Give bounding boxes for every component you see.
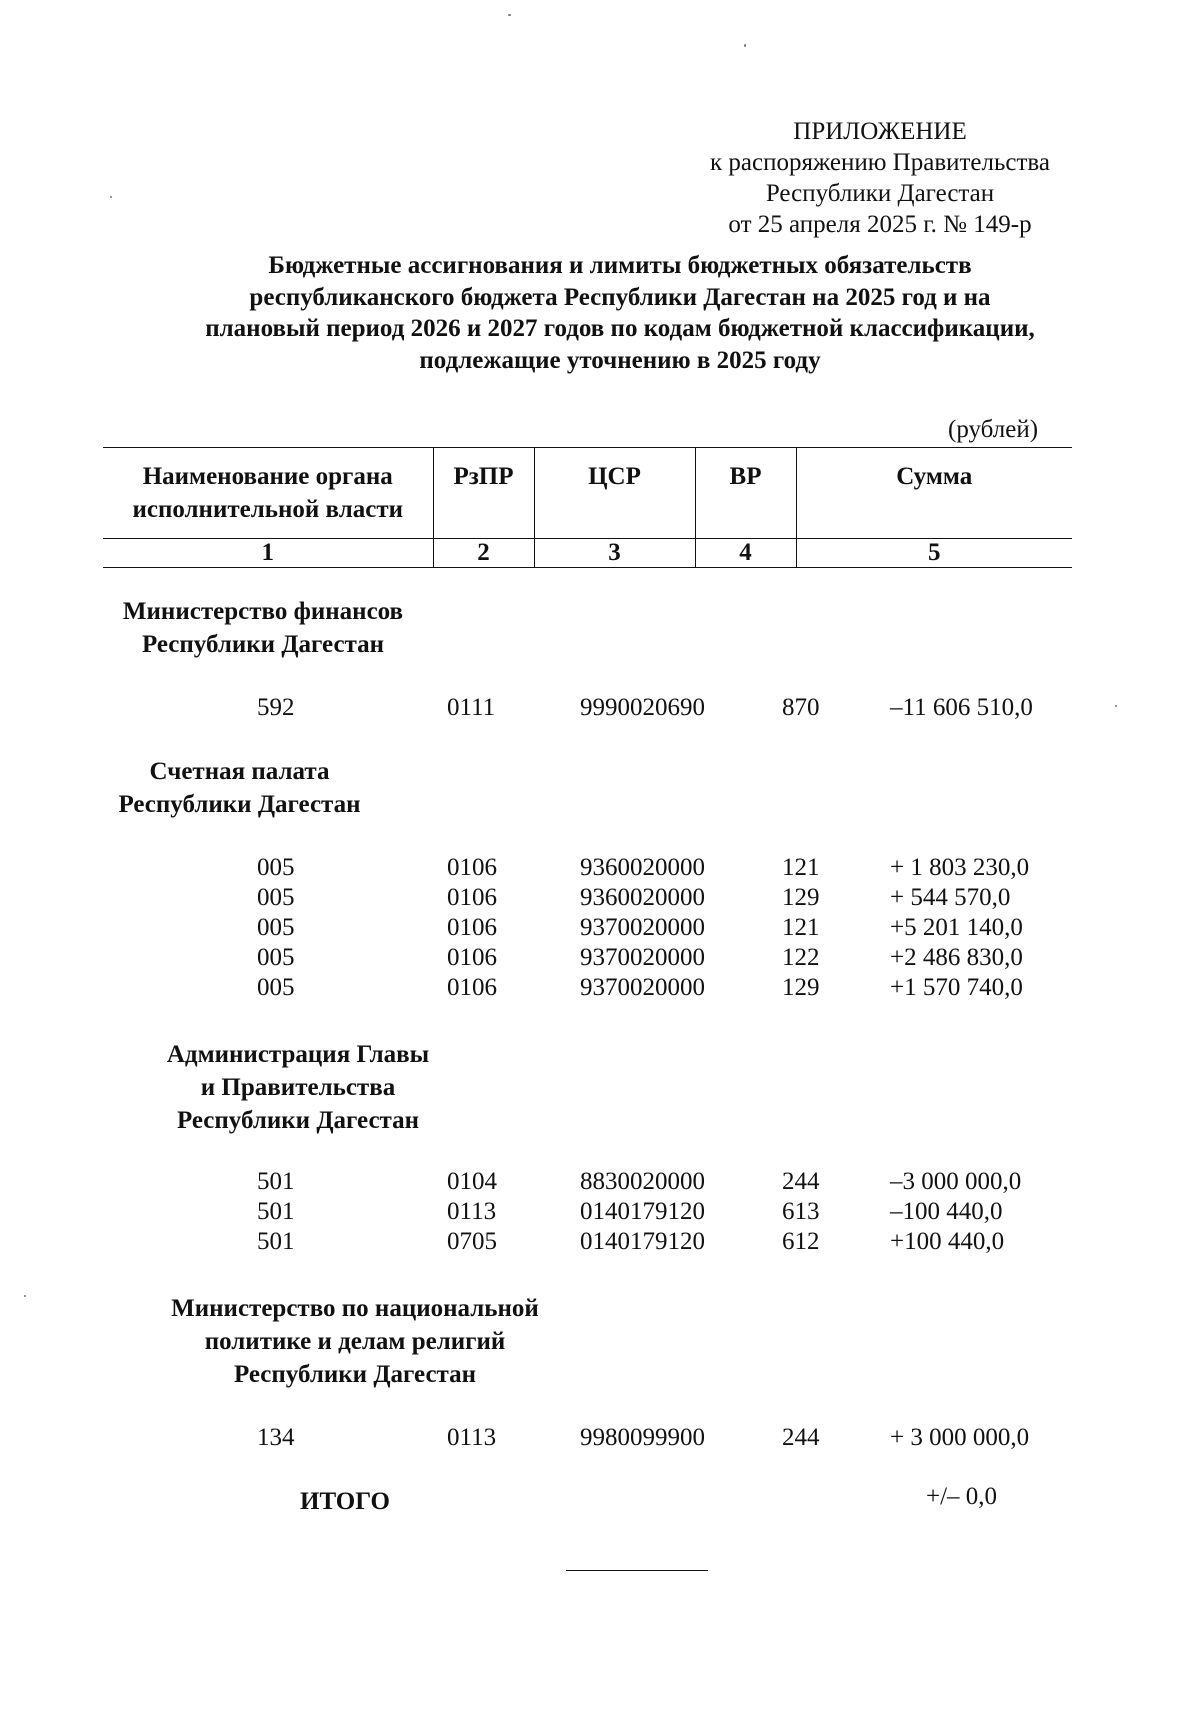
cell-rzpr: 0106 bbox=[447, 944, 497, 971]
cell-org-code: 005 bbox=[257, 914, 295, 941]
units-label: (рублей) bbox=[948, 416, 1039, 443]
table-row bbox=[0, 944, 1200, 974]
table-header bbox=[103, 447, 1072, 568]
header-col-name-line: Наименование органа bbox=[142, 463, 393, 490]
section-org-name bbox=[103, 595, 423, 661]
scan-speck bbox=[744, 44, 746, 47]
cell-rzpr: 0106 bbox=[447, 884, 497, 911]
table-row bbox=[0, 1424, 1200, 1454]
title-line: Бюджетные ассигнования и лимиты бюджетных обязательств bbox=[268, 252, 972, 279]
appendix-date: от 25 апреля 2025 г. № 149-р bbox=[728, 211, 1032, 238]
cell-csr: 9360020000 bbox=[580, 884, 705, 911]
cell-rzpr: 0106 bbox=[447, 914, 497, 941]
table-row bbox=[0, 1228, 1200, 1258]
org-name-line: Республики Дагестан bbox=[118, 791, 361, 818]
table-row bbox=[0, 914, 1200, 944]
appendix-block bbox=[600, 116, 1160, 240]
cell-sum: +100 440,0 bbox=[890, 1228, 1005, 1255]
cell-vr: 122 bbox=[782, 944, 820, 971]
org-name-line: Республики Дагестан bbox=[141, 631, 385, 658]
cell-rzpr: 0104 bbox=[447, 1168, 497, 1195]
org-name-line: политике и делам религий bbox=[204, 1328, 506, 1355]
cell-rzpr: 0113 bbox=[447, 1198, 497, 1225]
table-row bbox=[0, 694, 1200, 724]
cell-csr: 9370020000 bbox=[580, 914, 705, 941]
cell-csr: 9360020000 bbox=[580, 854, 705, 881]
column-number: 4 bbox=[695, 539, 796, 568]
table-row bbox=[0, 884, 1200, 914]
header-number-row bbox=[103, 539, 1072, 568]
scan-speck bbox=[1115, 705, 1117, 707]
cell-sum: +5 201 140,0 bbox=[890, 914, 1023, 941]
cell-vr: 129 bbox=[782, 974, 820, 1001]
cell-sum: –11 606 510,0 bbox=[890, 694, 1033, 721]
cell-org-code: 134 bbox=[257, 1424, 295, 1451]
cell-sum: –100 440,0 bbox=[890, 1198, 1003, 1225]
cell-rzpr: 0106 bbox=[447, 974, 497, 1001]
header-col-name bbox=[103, 448, 433, 539]
org-name-line: Счетная палата bbox=[149, 758, 330, 785]
total-value: +/– 0,0 bbox=[926, 1483, 998, 1510]
cell-org-code: 005 bbox=[257, 974, 295, 1001]
scan-speck bbox=[110, 196, 112, 198]
org-name-line: Республики Дагестан bbox=[233, 1361, 477, 1388]
cell-sum: + 1 803 230,0 bbox=[890, 854, 1030, 881]
column-number: 1 bbox=[103, 539, 433, 568]
column-number: 2 bbox=[433, 539, 534, 568]
cell-org-code: 005 bbox=[257, 854, 295, 881]
title-line: подлежащие уточнению в 2025 году bbox=[419, 346, 821, 374]
cell-sum: +2 486 830,0 bbox=[890, 944, 1023, 971]
document-title bbox=[120, 250, 1120, 376]
cell-org-code: 592 bbox=[257, 694, 295, 721]
org-name-line: Республики Дагестан bbox=[176, 1107, 420, 1134]
cell-vr: 244 bbox=[782, 1168, 820, 1195]
title-line: республиканского бюджета Республики Дагестан на 2025 год и на bbox=[249, 283, 991, 311]
table-row bbox=[0, 1198, 1200, 1228]
header-col-name-line: исполнительной власти bbox=[132, 496, 404, 523]
header-col-rzpr: РзПР bbox=[433, 448, 534, 539]
cell-org-code: 005 bbox=[257, 884, 295, 911]
total-label: ИТОГО bbox=[300, 1488, 390, 1515]
cell-vr: 613 bbox=[782, 1198, 820, 1225]
appendix-title: ПРИЛОЖЕНИЕ bbox=[793, 118, 967, 145]
cell-csr: 9370020000 bbox=[580, 974, 705, 1001]
cell-sum: –3 000 000,0 bbox=[890, 1168, 1022, 1195]
cell-csr: 0140179120 bbox=[580, 1198, 705, 1225]
cell-org-code: 501 bbox=[257, 1198, 295, 1225]
header-row bbox=[103, 448, 1072, 539]
cell-vr: 129 bbox=[782, 884, 820, 911]
header-col-csr: ЦСР bbox=[534, 448, 695, 539]
cell-csr: 9990020690 bbox=[580, 694, 705, 721]
end-divider bbox=[566, 1570, 708, 1571]
cell-vr: 612 bbox=[782, 1228, 820, 1255]
cell-vr: 121 bbox=[782, 854, 820, 881]
column-number: 5 bbox=[796, 539, 1072, 568]
section-org-name bbox=[145, 1292, 565, 1391]
cell-sum: + 544 570,0 bbox=[890, 884, 1011, 911]
cell-org-code: 501 bbox=[257, 1228, 295, 1255]
cell-sum: + 3 000 000,0 bbox=[890, 1424, 1030, 1451]
cell-csr: 0140179120 bbox=[580, 1228, 705, 1255]
cell-csr: 9370020000 bbox=[580, 944, 705, 971]
cell-rzpr: 0106 bbox=[447, 854, 497, 881]
scan-speck bbox=[508, 14, 511, 16]
column-number: 3 bbox=[534, 539, 695, 568]
cell-csr: 9980099900 bbox=[580, 1424, 705, 1451]
cell-vr: 121 bbox=[782, 914, 820, 941]
title-line: плановый период 2026 и 2027 годов по кодам бюджетной классификации, bbox=[205, 315, 1035, 342]
appendix-reference: к распоряжению Правительства bbox=[709, 149, 1050, 176]
cell-csr: 8830020000 bbox=[580, 1168, 705, 1195]
org-name-line: и Правительства bbox=[200, 1074, 396, 1101]
appendix-region: Республики Дагестан bbox=[765, 180, 995, 207]
table-row bbox=[0, 974, 1200, 1004]
cell-vr: 870 bbox=[782, 694, 820, 721]
cell-org-code: 005 bbox=[257, 944, 295, 971]
section-org-name bbox=[138, 1038, 458, 1137]
header-col-vr: ВР bbox=[695, 448, 796, 539]
cell-rzpr: 0111 bbox=[447, 694, 496, 721]
cell-rzpr: 0113 bbox=[447, 1424, 497, 1451]
cell-org-code: 501 bbox=[257, 1168, 295, 1195]
cell-rzpr: 0705 bbox=[447, 1228, 497, 1255]
cell-sum: +1 570 740,0 bbox=[890, 974, 1023, 1001]
section-org-name bbox=[103, 755, 376, 821]
table-row bbox=[0, 1168, 1200, 1198]
org-name-line: Министерство по национальной bbox=[171, 1295, 539, 1322]
cell-vr: 244 bbox=[782, 1424, 820, 1451]
org-name-line: Администрация Главы bbox=[166, 1041, 430, 1068]
org-name-line: Министерство финансов bbox=[122, 598, 404, 625]
scan-speck bbox=[24, 1295, 26, 1297]
table-row bbox=[0, 854, 1200, 884]
header-col-sum: Сумма bbox=[796, 448, 1072, 539]
